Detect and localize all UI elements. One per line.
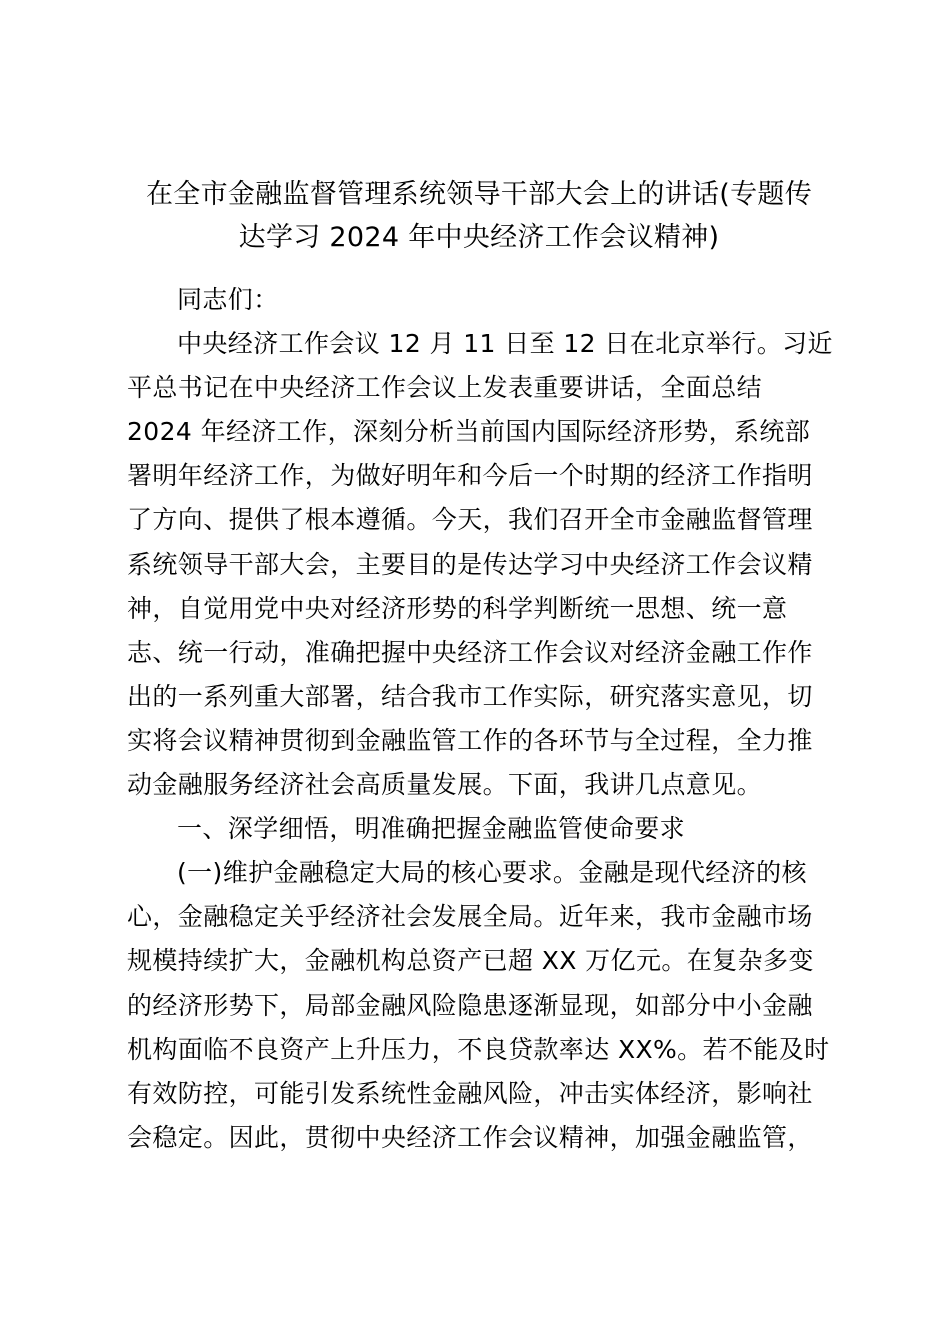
paragraph-line: 平总书记在中央经济工作会议上发表重要讲话，全面总结: [127, 373, 763, 403]
paragraph-subsection-1: [127, 851, 830, 1160]
section-heading: [127, 807, 827, 851]
paragraph-line: 志、统一行动，准确把握中央经济工作会议对经济金融工作作: [127, 637, 813, 667]
paragraph-line: (一)维护金融稳定大局的核心要求。金融是现代经济的核: [177, 858, 807, 888]
paragraph-line: 会稳定。因此，贯彻中央经济工作会议精神，加强金融监管，: [127, 1122, 813, 1152]
paragraph-line: 中央经济工作会议 12 月 11 日至 12 日在北京举行。习近: [177, 329, 833, 359]
paragraph-line: 2024 年经济工作，深刻分析当前国内国际经济形势，系统部: [127, 417, 811, 447]
paragraph-line: 出的一系列重大部署，结合我市工作实际，研究落实意见，切: [127, 681, 813, 711]
paragraph-line: 规模持续扩大，金融机构总资产已超 XX 万亿元。在复杂多变: [127, 946, 814, 976]
paragraph-line: 了方向、提供了根本遵循。今天，我们召开全市金融监督管理: [127, 505, 813, 535]
paragraph-line: 心，金融稳定关乎经济社会发展全局。近年来，我市金融市场: [127, 902, 813, 932]
document-title: [110, 173, 848, 259]
title-line: 达学习 2024 年中央经济工作会议精神): [238, 222, 720, 253]
paragraph-line: 有效防控，可能引发系统性金融风险，冲击实体经济，影响社: [127, 1078, 813, 1108]
paragraph-line: 动金融服务经济社会高质量发展。下面，我讲几点意见。: [127, 770, 763, 800]
paragraph-line: 系统领导干部大会，主要目的是传达学习中央经济工作会议精: [127, 549, 813, 579]
paragraph-line: 机构面临不良资产上升压力，不良贷款率达 XX%。若不能及时: [127, 1034, 830, 1064]
paragraph-line: 神，自觉用党中央对经济形势的科学判断统一思想、统一意: [127, 593, 788, 623]
title-line: 在全市金融监督管理系统领导干部大会上的讲话(专题传: [145, 179, 813, 210]
salutation: 同志们：: [177, 285, 279, 314]
document-body: [127, 278, 833, 1160]
paragraph-intro: [127, 322, 833, 807]
paragraph-line: 的经济形势下，局部金融风险隐患逐渐显现，如部分中小金融: [127, 990, 813, 1020]
section-heading-text: 一、深学细悟，明准确把握金融监管使命要求: [177, 814, 686, 844]
paragraph-line: 实将会议精神贯彻到金融监管工作的各环节与全过程，全力推: [127, 725, 813, 755]
paragraph-line: 署明年经济工作，为做好明年和今后一个时期的经济工作指明: [127, 461, 813, 491]
